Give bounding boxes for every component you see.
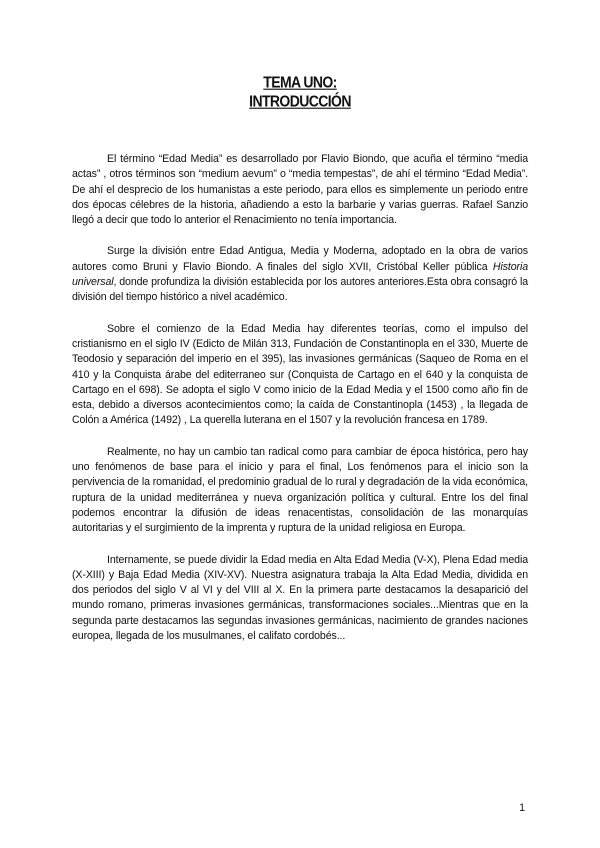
paragraph-4: Realmente, no hay un cambio tan radical como para cambiar de época histórica, pero hay uno fenómenos de base para el inicio y para el final, Los fenómenos para el inicio son la pervivencia de la romanidad, el predominio gradual de lo rural y degradación de la vida económica, ruptura de la unidad mediterránea y nueva organización política y cultural. Entre los del final podemos encontrar la difusión de ideas renacentistas, consolidación de las monarquías autoritarias y el surgimiento de la imprenta y ruptura de la unidad religiosa en Europa. — [72, 445, 528, 535]
paragraph-5: Internamente, se puede dividir la Edad media en Alta Edad Media (V-X), Plena Edad media (X-XIII) y Baja Edad Media (XIV-XV). Nuestra asignatura trabaja la Alta Edad Media, dividida en dos periodos del siglo V al VI y del VIII al X. En la primera parte destacamos la desaparició del mundo romano, primeras invasiones germánicas, transformaciones sociales...Mientras que en la segunda parte destacamos las segundas invasiones germánicas, nacimiento de grandes naciones europea, llegada de los musulmanes, el califato cordobés... — [72, 553, 528, 643]
paragraph-2-text-end: , donde profundiza la división establecida por los autores anteriores.Esta obra consagró la división del tiempo histórico a nivel académico. — [72, 276, 528, 304]
title-line-2: INTRODUCCIÓN — [249, 91, 351, 110]
paragraph-3: Sobre el comienzo de la Edad Media hay diferentes teorías, como el impulso del cristianismo en el siglo IV (Edicto de Milán 313, Fundación de Constantinopla en el 330, Muerte de Teodosio y separación del imperio en el 395), las invasiones germánicas (Saqueo de Roma en el 410 y la Conquista árabe del editerraneo sur (Conquista de Cartago en el 640 y la conquista de Cartago en el 698). Se adopta el siglo V como inicio de la Edad Media y el 1500 como año fin de esta, debido a diversos acontecimientos como; la caída de Constantinopla (1453) , la llegada de Colón a América (1492) , La querella luterana en el 1507 y la revolución francesa en 1789. — [72, 322, 528, 427]
paragraph-2-text-start: Surge la división entre Edad Antigua, Media y Moderna, adoptado en la obra de varios autores como Bruni y Flavio Biondo. A finales del siglo XVII, Cristóbal Keller pública — [72, 245, 528, 273]
document-body — [72, 152, 528, 660]
paragraph-1: El término “Edad Media” es desarrollado por Flavio Biondo, que acuña el término “media actas” , otros términos son “medium aevum” o “media tempestas”, de ahí el término “Edad Media”. De ahí el desprecio de los humanistas a este periodo, para ellos es simplemente un periodo entre dos épocas célebres de la historia, añadiendo a esto la barbarie y varias guerras. Rafael Sanzio llegó a decir que todo lo anterior el Renacimiento no tenía importancia. — [72, 153, 528, 227]
book-title-italic: Historia universal — [72, 260, 528, 289]
page-number: 1 — [519, 802, 525, 814]
page-title — [0, 73, 600, 111]
paragraph-2 — [72, 244, 528, 305]
title-line-1: TEMA UNO: — [263, 72, 337, 91]
